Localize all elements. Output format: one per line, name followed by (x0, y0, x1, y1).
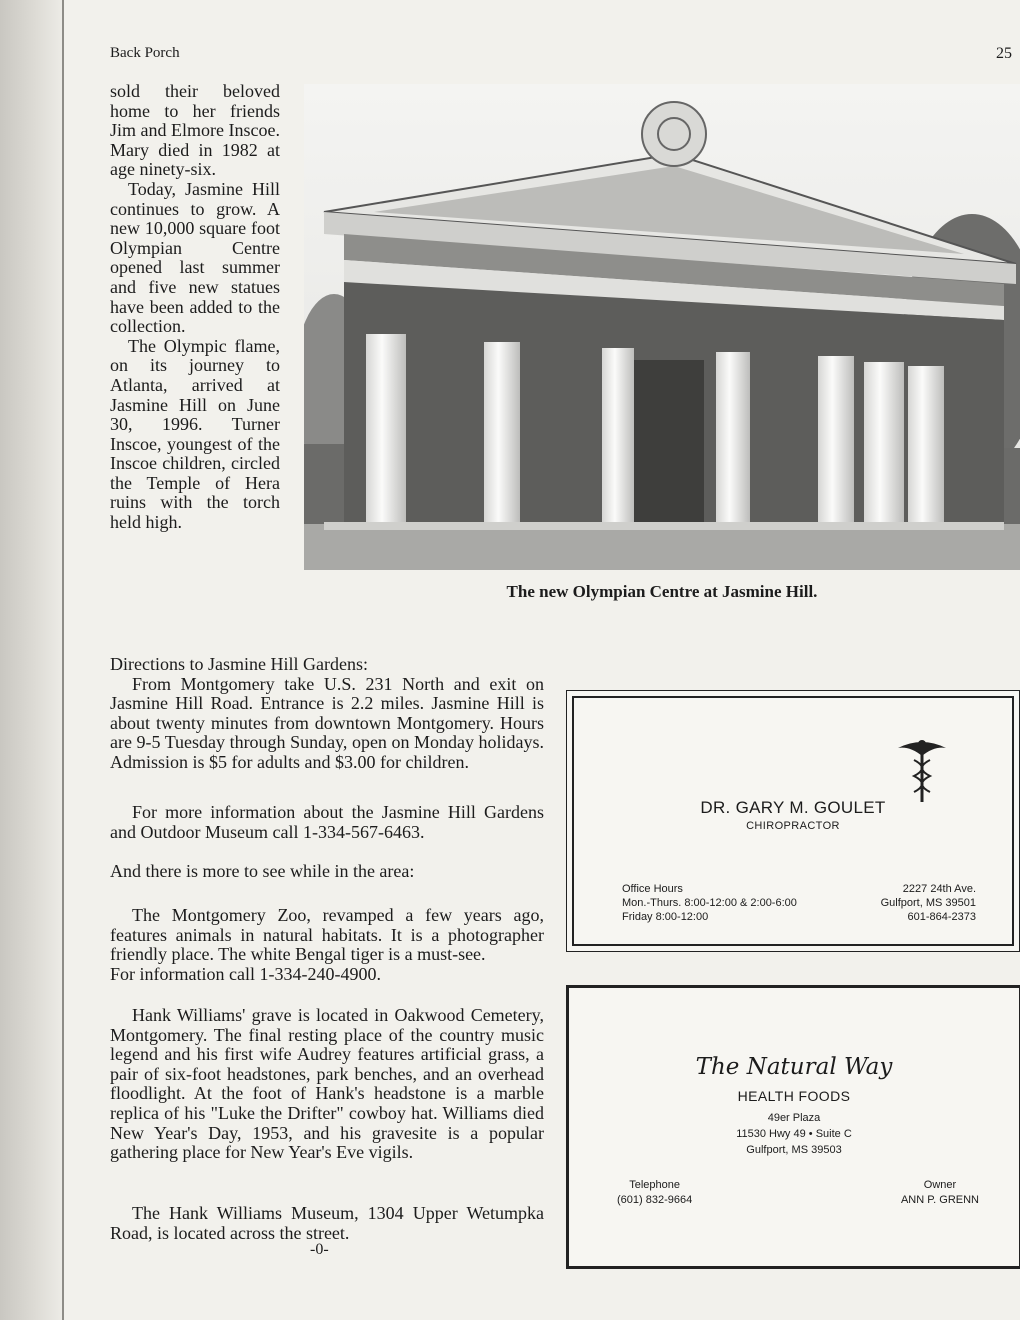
store-address (569, 1110, 1019, 1158)
zoo-phone: For information call 1-334-240-4900. (110, 963, 381, 984)
office-address (881, 882, 976, 924)
museum-text: The Hank Williams Museum, 1304 Upper Wetumpka Road, is located across the street. (110, 1203, 544, 1243)
hours-label: Office Hours (622, 883, 683, 895)
directions-block (110, 655, 544, 773)
left-paragraph-1: sold their beloved home to her friends Jim and Elmore Inscoe. Mary died in 1982 at age ninety-six. (110, 81, 280, 180)
hank-williams-paragraph (110, 1006, 544, 1163)
store-address-2: 11530 Hwy 49 • Suite C (736, 1128, 852, 1140)
health-foods-ad (566, 985, 1020, 1269)
address-city: Gulfport, MS 39501 (880, 897, 976, 909)
office-hours (622, 882, 797, 924)
telephone-label: Telephone (629, 1179, 680, 1191)
address-phone: 601-864-2373 (907, 911, 976, 923)
running-header: Back Porch (110, 45, 180, 61)
hours-weekday: Mon.-Thurs. 8:00-12:00 & 2:00-6:00 (622, 897, 797, 909)
photo-caption: The new Olympian Centre at Jasmine Hill. (506, 582, 818, 601)
hours-friday: Friday 8:00-12:00 (622, 911, 709, 923)
end-mark: -0- (310, 1241, 329, 1258)
left-paragraph-2: Today, Jasmine Hill continues to grow. A new 10,000 square foot Olympian Centre opened last summer and five new statues have been added to the collection. (110, 178, 280, 337)
binding-edge (62, 0, 64, 1320)
left-paragraph-3: The Olympic flame, on its journey to Atlanta, arrived at Jasmine Hill on June 30, 1996. Turner Inscoe, youngest of the Inscoe children, circled the Temple of Hera ruins with the torch held high. (110, 335, 280, 533)
book-binding-shadow (0, 0, 62, 1320)
store-address-1: 49er Plaza (767, 1112, 821, 1124)
zoo-text: The Montgomery Zoo, revamped a few years ago, features animals in natural habitats. It is a photographer friendly place. The white Bengal tiger is a must-see. (110, 905, 544, 965)
telephone-number: (601) 832-9664 (617, 1194, 693, 1206)
directions-heading: Directions to Jasmine Hill Gardens: (110, 654, 368, 674)
directions-body: From Montgomery take U.S. 231 North and exit on Jasmine Hill Road. Entrance is 2.2 miles. Jasmine Hill is about twenty minutes from downtown Montgomery. Hours are 9-5 Tuesday through Sunday, open on Monday holidays. Admission is $5 for adults and $3.00 for children. (110, 673, 544, 772)
page-number: 25 (996, 45, 1012, 62)
store-subtitle: HEALTH FOODS (737, 1088, 851, 1104)
more-info-text: For more information about the Jasmine Hill Gardens and Outdoor Museum call 1-334-567-6463. (110, 802, 544, 842)
store-brand: The Natural Way (695, 1054, 893, 1080)
store-owner (901, 1178, 979, 1208)
olympian-centre-photo (304, 84, 1020, 570)
chiropractor-ad (566, 690, 1020, 952)
store-telephone (617, 1178, 692, 1208)
hank-williams-text: Hank Williams' grave is located in Oakwood Cemetery, Montgomery. The final resting place of the country music legend and his first wife Audrey features artificial grass, a pair of six-foot headstones, park benches, and an overhead floodlight. At the foot of Hank's headstone is a marble replica of his "Luke the Drifter" cowboy hat. Williams died New Year's Day, 1953, and his gravesite is a popular gathering place for New Year's Eve vigils. (110, 1005, 544, 1163)
left-column-text (110, 82, 280, 533)
more-to-see-text: And there is more to see while in the area: (110, 861, 415, 881)
owner-label: Owner (923, 1179, 957, 1191)
address-street: 2227 24th Ave. (902, 883, 976, 895)
museum-paragraph (110, 1204, 544, 1243)
more-to-see (110, 862, 544, 882)
doctor-name: DR. GARY M. GOULET (700, 798, 886, 817)
owner-name: ANN P. GRENN (900, 1194, 979, 1206)
doctor-title: CHIROPRACTOR (746, 820, 840, 832)
store-address-3: Gulfport, MS 39503 (746, 1144, 842, 1156)
zoo-paragraph (110, 906, 544, 984)
ad-inner-border (572, 696, 1014, 946)
more-info-paragraph (110, 803, 544, 842)
